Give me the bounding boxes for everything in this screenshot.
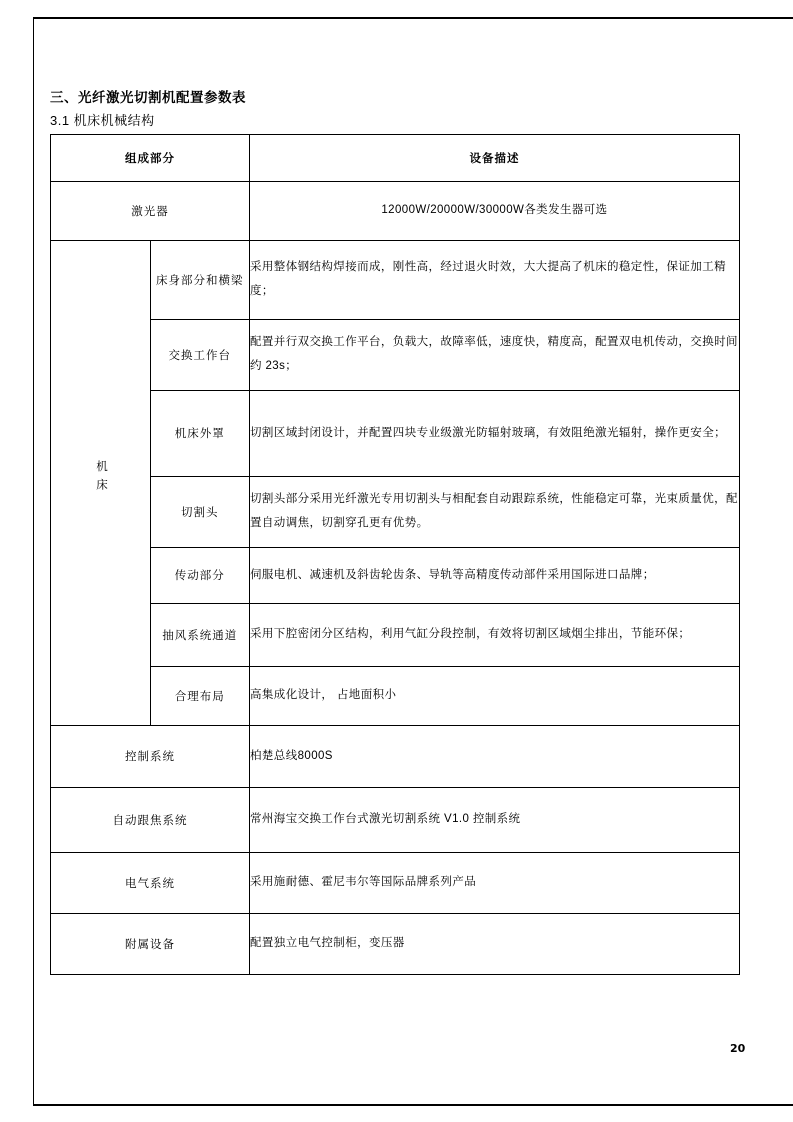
table-row	[51, 547, 740, 603]
page-number: 20	[730, 1042, 746, 1055]
row-label: 控制系统	[51, 725, 250, 787]
row-description: 采用下腔密闭分区结构，利用气缸分段控制，有效将切割区域烟尘排出，节能环保；	[250, 603, 740, 666]
page-title: 三、光纤激光切割机配置参数表	[50, 90, 246, 106]
row-description: 12000W/20000W/30000W各类发生器可选	[250, 181, 740, 240]
row-description: 伺服电机、减速机及斜齿轮齿条、导轨等高精度传动部件采用国际进口品牌；	[250, 547, 740, 603]
row-sub-label: 切割头	[150, 476, 250, 547]
table-row	[51, 181, 740, 240]
table-row	[51, 852, 740, 913]
spec-table	[50, 134, 740, 975]
row-description: 切割头部分采用光纤激光专用切割头与相配套自动跟踪系统，性能稳定可靠，光束质量优，配置自动调焦，切割穿孔更有优势。	[250, 476, 740, 547]
row-sub-label: 合理布局	[150, 666, 250, 725]
row-group-label: 机床	[95, 459, 107, 497]
table-row	[51, 240, 740, 319]
table-row	[51, 603, 740, 666]
table-row	[51, 390, 740, 476]
row-sub-label: 交换工作台	[150, 319, 250, 390]
table-row	[51, 725, 740, 787]
row-description: 切割区域封闭设计，并配置四块专业级激光防辐射玻璃，有效阻绝激光辐射，操作更安全；	[250, 390, 740, 476]
row-sub-label: 传动部分	[150, 547, 250, 603]
page-border-bottom	[33, 1104, 793, 1106]
table-row	[51, 787, 740, 852]
table-row	[51, 319, 740, 390]
row-sub-label: 机床外罩	[150, 390, 250, 476]
row-sub-label: 抽风系统通道	[150, 603, 250, 666]
row-description: 采用施耐德、霍尼韦尔等国际品牌系列产品	[250, 852, 740, 913]
row-description: 配置独立电气控制柜，变压器	[250, 913, 740, 974]
table-body	[51, 181, 740, 974]
row-label: 附属设备	[51, 913, 250, 974]
row-description: 高集成化设计， 占地面积小	[250, 666, 740, 725]
document-content	[48, 90, 748, 975]
row-description: 常州海宝交换工作台式激光切割系统 V1.0 控制系统	[250, 787, 740, 852]
column-header-component: 组成部分	[51, 134, 250, 181]
table-header-row	[51, 134, 740, 181]
table-row	[51, 913, 740, 974]
row-label: 自动跟焦系统	[51, 787, 250, 852]
section-subtitle: 3.1 机床机械结构	[50, 113, 155, 129]
row-description: 采用整体钢结构焊接而成，刚性高，经过退火时效，大大提高了机床的稳定性，保证加工精度；	[250, 240, 740, 319]
row-description: 柏楚总线8000S	[250, 725, 740, 787]
table-row	[51, 666, 740, 725]
table-row	[51, 476, 740, 547]
row-label: 电气系统	[51, 852, 250, 913]
column-header-description: 设备描述	[250, 134, 740, 181]
row-description: 配置并行双交换工作平台，负载大，故障率低，速度快，精度高，配置双电机传动，交换时间约 23s；	[250, 319, 740, 390]
table-head	[51, 134, 740, 181]
row-sub-label: 床身部分和横梁	[150, 240, 250, 319]
row-label: 激光器	[51, 181, 250, 240]
row-group-machine-bed	[51, 240, 151, 725]
